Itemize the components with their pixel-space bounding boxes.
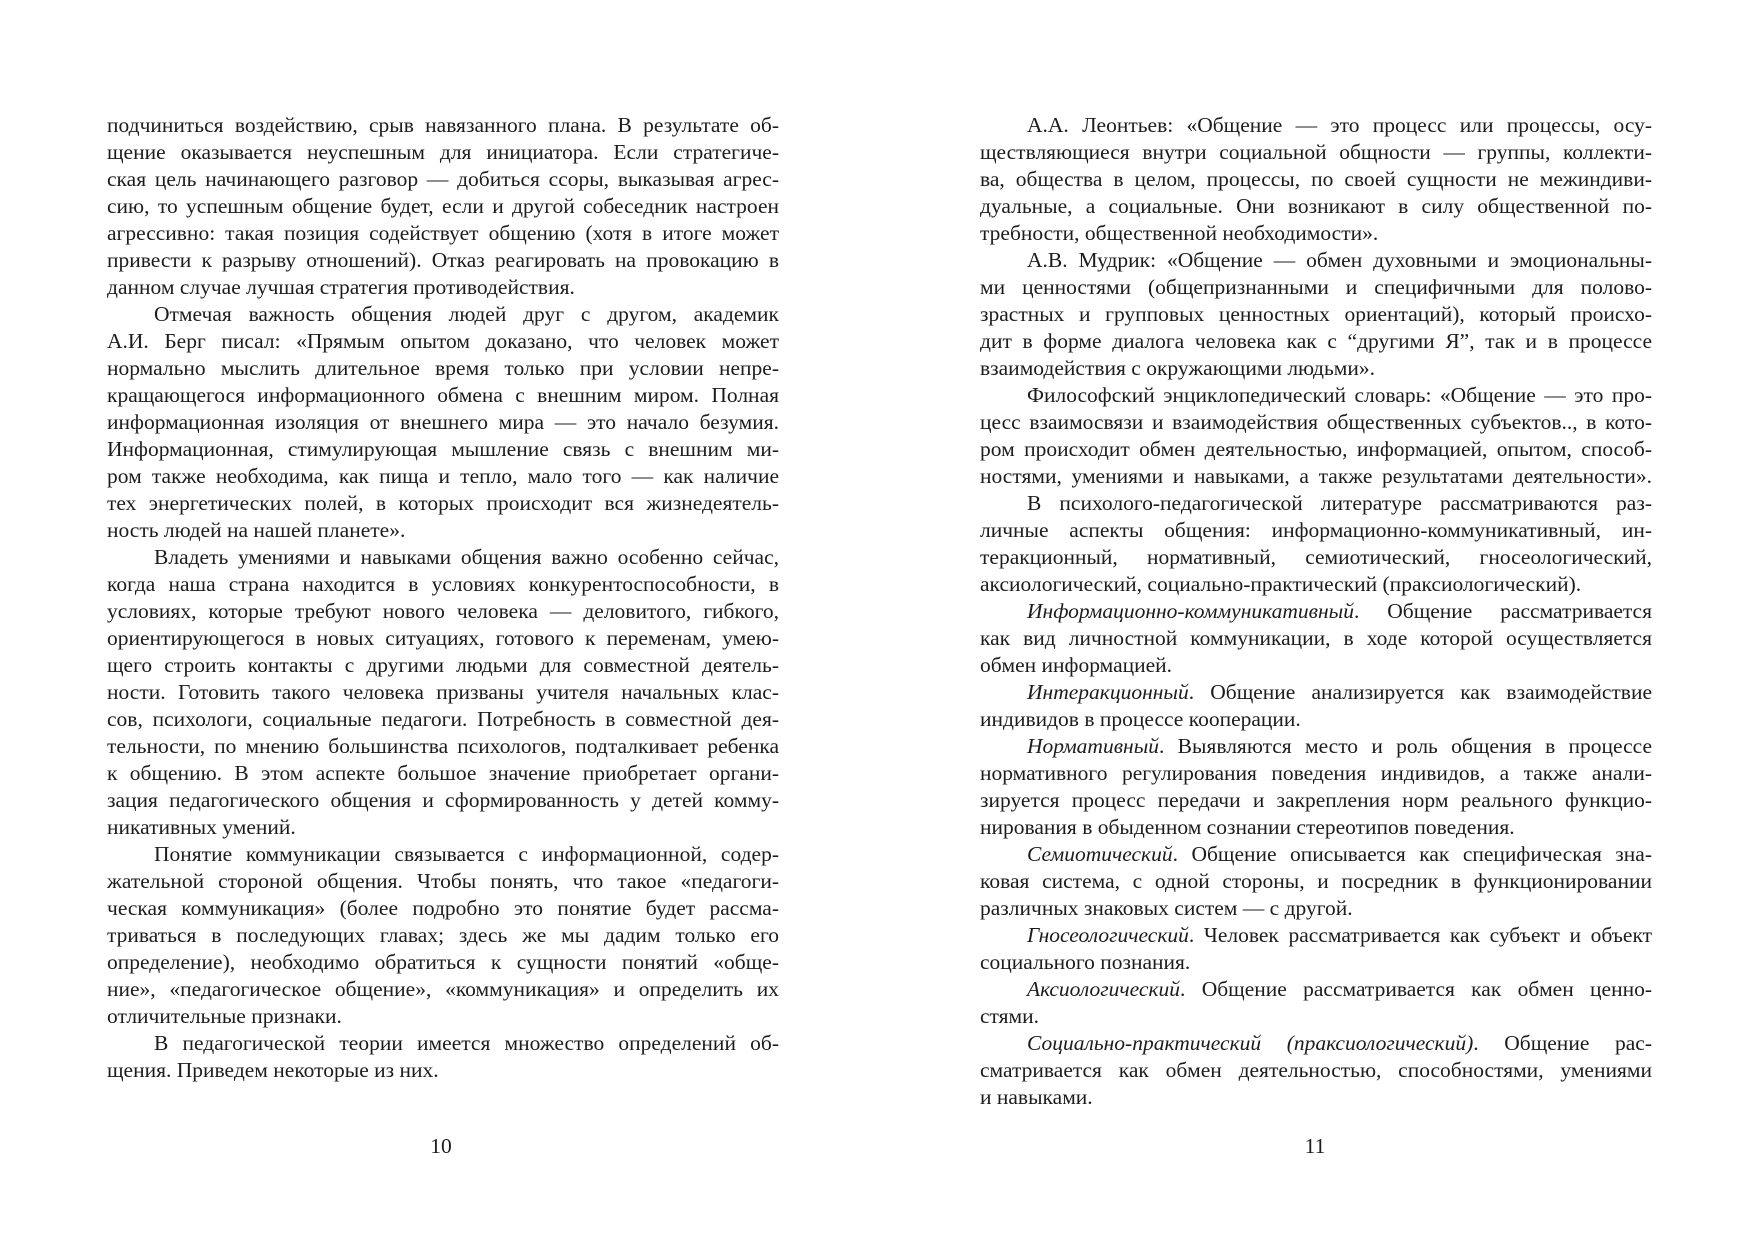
left-page-number: 10 — [430, 1134, 452, 1158]
line-text: . Общение анализируется как взаимодействие — [1188, 680, 1652, 704]
text-line: определение), необходимо обратиться к сущности понятий «обще- — [107, 950, 779, 974]
text-line: подчиниться воздействию, срыв навязанного плана. В результате об- — [107, 113, 779, 137]
text-line: щение оказывается неуспешным для инициатора. Если стратегиче- — [107, 140, 779, 164]
italic-term: Нормативный — [1027, 734, 1160, 758]
text-line — [980, 679, 1652, 706]
text-line: ская цель начинающего разговор — добиться ссоры, выказывая агрес- — [107, 167, 779, 191]
text-line: А.В. Мудрик: «Общение — обмен духовными и эмоциональны- — [1027, 248, 1652, 272]
italic-term: Гносеологический — [1027, 923, 1189, 947]
line-text: . Общение описывается как специфическая зна- — [1172, 842, 1652, 866]
italic-term: Семиотический — [1027, 842, 1173, 866]
text-line: триваться в последующих главах; здесь же мы дадим только его — [107, 923, 779, 947]
text-line: требности, общественной необходимости». — [980, 221, 1379, 245]
text-line: В психолого-педагогической литературе рассматриваются раз- — [1027, 491, 1652, 515]
text-line: сов, психологи, социальные педагоги. Потребность в совместной дея- — [107, 707, 779, 731]
text-line — [980, 841, 1652, 868]
text-line: сматривается как обмен деятельностью, способностями, умениями — [980, 1058, 1652, 1082]
text-line: теракционный, нормативный, семиотический, гносеологический, — [980, 545, 1652, 569]
line-text: . Человек рассматривается как субъект и объект — [1188, 923, 1652, 947]
text-line: щего строить контакты с другими людьми для совместной деятель- — [107, 653, 779, 677]
text-line — [980, 598, 1652, 625]
text-line: кращающегося информационного обмена с внешним миром. Полная — [107, 383, 779, 407]
text-line: зрастных и групповых ценностных ориентаций), который происхо- — [980, 302, 1652, 326]
italic-term: Аксиологический — [1027, 977, 1181, 1001]
text-line: обмен информацией. — [980, 653, 1173, 677]
text-line: сию, то успешным общение будет, если и другой собеседник настроен — [107, 194, 779, 218]
text-line: дит в форме диалога человека как с “другими Я”, так и в процессе — [980, 329, 1652, 353]
text-line: дуальные, а социальные. Они возникают в силу общественной по- — [980, 194, 1652, 218]
text-line: ние», «педагогическое общение», «коммуникация» и определить их — [107, 977, 779, 1001]
text-line: взаимодействия с окружающими людьми». — [980, 356, 1376, 380]
text-line: социального познания. — [980, 950, 1191, 974]
line-text: . Общение рассматривается — [1354, 599, 1652, 623]
text-line: зируется процесс передачи и закрепления норм реального функцио- — [980, 788, 1652, 812]
text-line: Отмечая важность общения людей друг с другом, академик — [154, 302, 779, 326]
text-line: ности. Готовить такого человека призваны учителя начальных клас- — [107, 680, 779, 704]
italic-term: Информационно-коммуникативный — [1027, 599, 1354, 623]
text-line: ва, общества в целом, процессы, по своей сущности не межиндиви- — [980, 167, 1652, 191]
italic-term: Социально-практический (праксиологический) — [1027, 1031, 1474, 1055]
right-page-number: 11 — [1304, 1134, 1326, 1158]
text-line: Информационная, стимулирующая мышление связь с внешним ми- — [107, 437, 779, 461]
text-line: ковая система, с одной стороны, и посредник в функционировании — [980, 869, 1652, 893]
text-line: цесс взаимосвязи и взаимодействия общественных субъектов.., в кото- — [980, 410, 1652, 434]
text-line: индивидов в процессе кооперации. — [980, 707, 1301, 731]
text-line: ми ценностями (общепризнанными и специфичными для полово- — [980, 275, 1652, 299]
text-line: зация педагогического общения и сформированность у детей комму- — [107, 788, 779, 812]
text-line: Владеть умениями и навыками общения важно особенно сейчас, — [154, 545, 779, 569]
text-line — [980, 922, 1652, 949]
text-line: привести к разрыву отношений). Отказ реагировать на провокацию в — [107, 248, 779, 272]
text-line: ром также необходима, как пища и тепло, мало того — как наличие — [107, 464, 779, 488]
text-line: ориентирующегося в новых ситуациях, готового к переменам, умею- — [107, 626, 779, 650]
line-text: . Общение рас- — [1473, 1031, 1652, 1055]
text-line: информационная изоляция от внешнего мира — это начало безумия. — [107, 410, 779, 434]
text-line: ность людей на нашей планете». — [107, 518, 406, 542]
text-line: никативных умений. — [107, 815, 296, 839]
text-line: тех энергетических полей, в которых происходит вся жизнедеятель- — [107, 491, 779, 515]
text-line: личные аспекты общения: информационно-коммуникативный, ин- — [980, 518, 1652, 542]
text-line: когда наша страна находится в условиях конкурентоспособности, в — [107, 572, 779, 596]
text-line: ром происходит обмен деятельностью, информацией, опытом, способ- — [980, 437, 1652, 461]
italic-term: Интеракционный — [1027, 680, 1189, 704]
text-line: отличительные признаки. — [107, 1004, 342, 1028]
text-line: В педагогической теории имеется множество определений об- — [154, 1031, 779, 1055]
right-page-text — [980, 112, 1652, 1111]
text-line: А.А. Леонтьев: «Общение — это процесс или процессы, осу- — [1027, 113, 1652, 137]
text-line — [980, 1030, 1652, 1057]
text-line: Философский энциклопедический словарь: «Общение — это про- — [1027, 383, 1652, 407]
text-line: нирования в обыденном сознании стереотипов поведения. — [980, 815, 1515, 839]
text-line: тельности, по мнению большинства психологов, подталкивает ребенка — [107, 734, 779, 758]
text-line: и навыками. — [980, 1085, 1093, 1109]
text-line: как вид личностной коммуникации, в ходе которой осуществляется — [980, 626, 1652, 650]
text-line: щения. Приведем некоторые из них. — [107, 1058, 439, 1082]
text-line: нормативного регулирования поведения индивидов, а также анали- — [980, 761, 1652, 785]
left-page-text — [107, 112, 779, 1084]
text-line: различных знаковых систем — с другой. — [980, 896, 1353, 920]
text-line: стями. — [980, 1004, 1040, 1028]
line-text: . Общение рассматривается как обмен ценно- — [1180, 977, 1652, 1001]
text-line: агрессивно: такая позиция содействует общению (хотя в итоге может — [107, 221, 779, 245]
line-text: . Выявляются место и роль общения в процессе — [1159, 734, 1652, 758]
text-line: А.И. Берг писал: «Прямым опытом доказано, что человек может — [107, 329, 779, 353]
text-line: ществляющиеся внутри социальной общности — группы, коллекти- — [980, 140, 1652, 164]
text-line: данном случае лучшая стратегия противодействия. — [107, 275, 575, 299]
text-line: аксиологический, социально-практический (праксиологический). — [980, 572, 1582, 596]
text-line: Понятие коммуникации связывается с информационной, содер- — [154, 842, 779, 866]
text-line: нормально мыслить длительное время только при условии непре- — [107, 356, 779, 380]
text-line — [980, 976, 1652, 1003]
text-line: жательной стороной общения. Чтобы понять, что такое «педагоги- — [107, 869, 779, 893]
text-line: ностями, умениями и навыками, а также результатами деятельности». — [980, 464, 1652, 488]
text-line — [980, 733, 1652, 760]
text-line: ческая коммуникация» (более подробно это понятие будет рассма- — [107, 896, 779, 920]
text-line: условиях, которые требуют нового человека — деловитого, гибкого, — [107, 599, 779, 623]
text-line: к общению. В этом аспекте большое значение приобретает органи- — [107, 761, 779, 785]
